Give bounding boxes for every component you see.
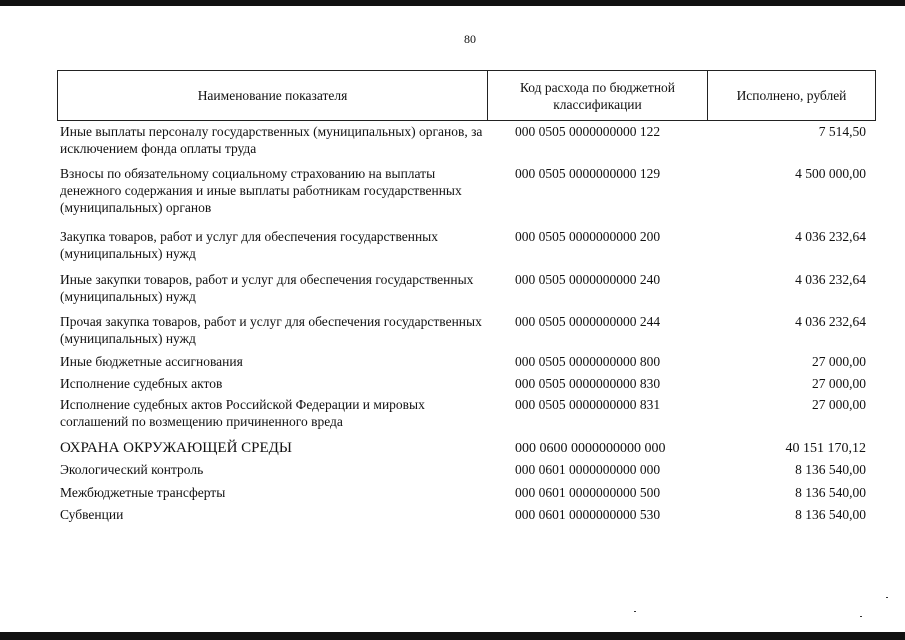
- row-code: 000 0505 0000000000 244: [515, 314, 661, 329]
- row-code: 000 0601 0000000000 530: [515, 507, 661, 522]
- scan-speck: [860, 616, 862, 617]
- row-amount: 4 036 232,64: [795, 229, 866, 244]
- row-amount: 8 136 540,00: [795, 507, 866, 522]
- row-code: 000 0505 0000000000 200: [515, 229, 661, 244]
- row-amount: 27 000,00: [812, 397, 866, 412]
- row-amount: 8 136 540,00: [795, 485, 866, 500]
- row-code: 000 0505 0000000000 831: [515, 397, 661, 412]
- row-code: 000 0600 0000000000 000: [515, 441, 666, 456]
- row-name: ОХРАНА ОКРУЖАЮЩЕЙ СРЕДЫ: [60, 440, 292, 456]
- row-code: 000 0505 0000000000 800: [515, 354, 661, 369]
- row-code: 000 0505 0000000000 240: [515, 272, 661, 287]
- row-amount: 7 514,50: [818, 124, 866, 139]
- row-amount: 4 036 232,64: [795, 272, 866, 287]
- row-amount: 40 151 170,12: [785, 441, 866, 456]
- row-name: Межбюджетные трансферты: [60, 485, 226, 500]
- header-amount: Исполнено, рублей: [736, 88, 847, 103]
- header-code-label: Код расхода по бюджетной классификации: [519, 79, 676, 112]
- top-border: [0, 0, 905, 6]
- bottom-border: [0, 632, 905, 640]
- row-name: Экологический контроль: [60, 462, 204, 477]
- scan-speck: [634, 611, 636, 612]
- row-name: Субвенции: [60, 507, 124, 522]
- row-code: 000 0505 0000000000 122: [515, 124, 661, 139]
- row-amount: 27 000,00: [812, 376, 866, 391]
- row-name: Иные выплаты персоналу государственных (муниципальных) органов, за исключением фонда оплаты труда: [60, 124, 483, 156]
- scan-speck: [886, 597, 888, 598]
- row-amount: 8 136 540,00: [795, 462, 866, 477]
- page-number: 80: [464, 32, 476, 46]
- row-name: Иные закупки товаров, работ и услуг для обеспечения государственных (муниципальных) нужд: [60, 272, 474, 304]
- table-header: [57, 70, 876, 121]
- header-code: [488, 71, 708, 120]
- row-name: Закупка товаров, работ и услуг для обеспечения государственных (муниципальных) нужд: [60, 229, 439, 261]
- row-code: 000 0505 0000000000 830: [515, 376, 661, 391]
- row-code: 000 0601 0000000000 000: [515, 462, 661, 477]
- row-amount: 4 500 000,00: [795, 166, 866, 181]
- header-name: Наименование показателя: [58, 71, 488, 120]
- row-name: Иные бюджетные ассигнования: [60, 354, 243, 369]
- row-name: Прочая закупка товаров, работ и услуг для обеспечения государственных (муниципальных) нужд: [60, 314, 482, 346]
- row-name: Исполнение судебных актов: [60, 376, 223, 391]
- row-code: 000 0601 0000000000 500: [515, 485, 661, 500]
- row-code: 000 0505 0000000000 129: [515, 166, 661, 181]
- row-amount: 4 036 232,64: [795, 314, 866, 329]
- row-name: Исполнение судебных актов Российской Федерации и мировых соглашений по возмещению причиненного вреда: [60, 397, 425, 429]
- row-amount: 27 000,00: [812, 354, 866, 369]
- row-name: Взносы по обязательному социальному страхованию на выплаты денежного содержания и иные выплаты работникам государственных (муниципальных) органов: [60, 166, 462, 215]
